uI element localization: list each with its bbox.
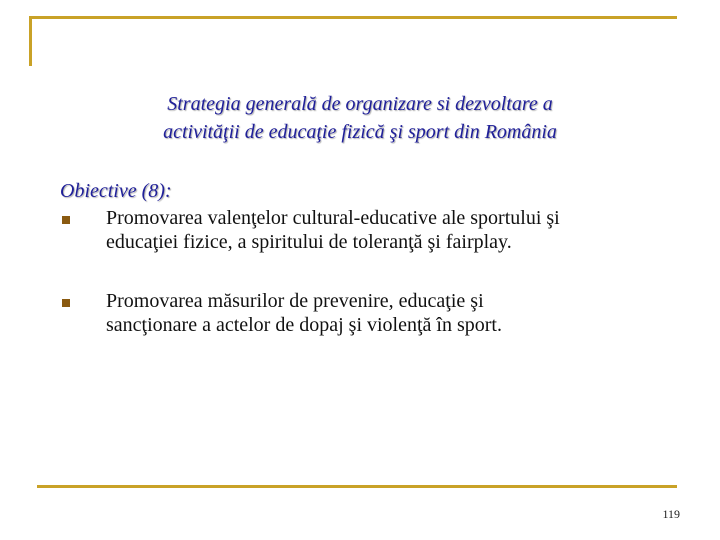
bottom-border-line [37, 485, 677, 488]
slide-title-line-2: activităţii de educaţie fizică şi sport din România [163, 121, 557, 143]
slide-title [60, 90, 660, 146]
square-bullet-icon [62, 216, 70, 224]
bullet-item-1-line-2: educaţiei fizice, a spiritului de toleranţă şi fairplay. [106, 231, 512, 253]
square-bullet-icon [62, 299, 70, 307]
objectives-heading: Obiective (8): [60, 180, 172, 202]
bullet-item-2-line-2: sancţionare a actelor de dopaj şi violenţă în sport. [106, 314, 502, 336]
slide-title-line-1: Strategia generală de organizare si dezvoltare a [167, 93, 553, 115]
left-border-line [29, 16, 32, 66]
bullet-item-1 [106, 206, 686, 254]
top-border-line [29, 16, 677, 19]
page-number: 119 [662, 507, 680, 521]
bullet-item-1-line-1: Promovarea valenţelor cultural-educative ale sportului şi [106, 207, 560, 229]
bullet-item-2 [106, 289, 686, 337]
bullet-item-2-line-1: Promovarea măsurilor de prevenire, educaţie şi [106, 290, 484, 312]
